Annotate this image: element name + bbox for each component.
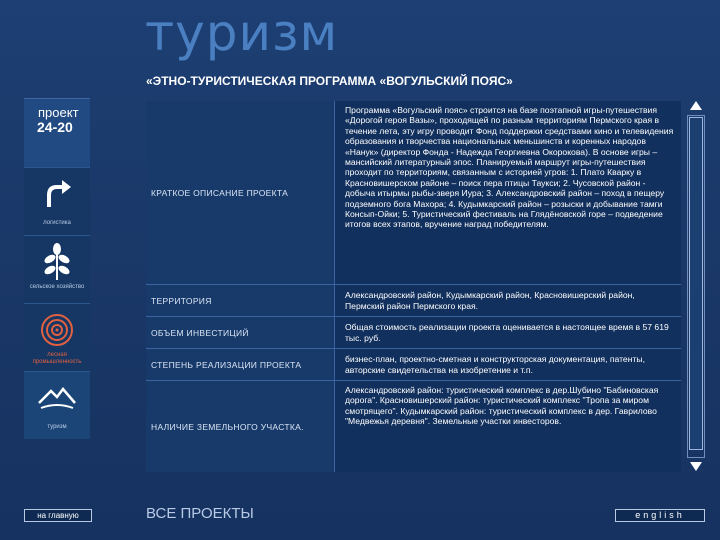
scroll-thumb[interactable] [689, 117, 703, 450]
row-value: Общая стоимость реализации проекта оценивается в настоящее время в 57 619 тыс. руб. [334, 317, 681, 348]
sidebar-item-agriculture[interactable] [24, 235, 90, 303]
plant-icon [24, 240, 90, 284]
row-label: НАЛИЧИЕ ЗЕМЕЛЬНОГО УЧАСТКА. [151, 421, 304, 432]
table-row [146, 284, 681, 316]
english-button[interactable]: english [615, 509, 705, 522]
sidebar-item-label: сельское хозяйство [29, 284, 85, 290]
sidebar-item-label: лесная промышленность [32, 352, 82, 365]
sidebar [24, 98, 90, 430]
page-title: туризм [145, 4, 339, 62]
project-label: проект [38, 105, 79, 120]
sidebar-item-logistics[interactable] [24, 167, 90, 235]
row-value: Александровский район, Кудымкарский район, Красновишерский район, Пермский район Пермского края. [334, 285, 681, 316]
mountains-icon [24, 376, 90, 420]
row-value: Программа «Вогульский пояс» строится на базе поэтапной игры-путешествия «Дорогой героя Вазы», проходящей по разным территориям Пермского края в течение лета, эту игру проводит Фонд поддержки средствами кино и телевидения образования и творчества национальных меньшинств и коренных народов «Нанук» (директор Фонда - Надежда Георгиевна Окорокова). В основе игры – мансийский литературный эпос. Планируемый маршрут игры-путешествия проходит по территориям, связанным с историей угров: 1. Плато Кварку в Красновишерском районе – поиск пера птицы Таукси; 2. Чусовской район - добыча итырмы рыбы-зверя Иура; 3. Александровский район – поход в пещеру подземного бога Махора; 4. Кудымкарский район – розыски и добывание тамги Консып-Ойки; 5. Туристический фестиваль на Глядёновской горе – подведение итогов всех этапов, вручение наград победителям. [334, 101, 681, 284]
project-number: 24-20 [37, 119, 73, 135]
sidebar-item-label: туризм [47, 424, 67, 430]
row-label: ОБЪЕМ ИНВЕСТИЦИЙ [151, 327, 249, 338]
row-label: ТЕРРИТОРИЯ [151, 295, 212, 306]
row-label: СТЕПЕНЬ РЕАЛИЗАЦИИ ПРОЕКТА [151, 359, 302, 370]
table-row [146, 316, 681, 348]
scroll-up-icon[interactable] [690, 101, 702, 110]
table-row [146, 348, 681, 380]
sidebar-item-label: логистика [43, 220, 71, 226]
arrow-turn-icon [24, 172, 90, 216]
project-table [146, 101, 681, 472]
scroll-track[interactable] [687, 115, 705, 458]
program-title: «ЭТНО-ТУРИСТИЧЕСКАЯ ПРОГРАММА «ВОГУЛЬСКИЙ ПОЯС» [146, 74, 513, 88]
row-value: Александровский район: туристический комплекс в дер.Шубино "Бабиновская дорога". Красновишерский район: туристический комплекс "Тропа за миром смотрящего". Кудымкарский район: туристический комплекс в дер. Гаврилово "Медвежья деревня". Земельные участки инвесторов. [334, 381, 681, 472]
home-button[interactable]: на главную [24, 509, 92, 522]
sidebar-item-forestry[interactable] [24, 303, 90, 371]
row-label: КРАТКОЕ ОПИСАНИЕ ПРОЕКТА [151, 187, 289, 198]
sidebar-item-tourism[interactable] [24, 371, 90, 439]
table-row [146, 380, 681, 472]
scroll-down-icon[interactable] [690, 462, 702, 471]
table-row [146, 101, 681, 284]
scrollbar[interactable] [686, 101, 706, 472]
row-value: бизнес-план, проектно-сметная и конструкторская документация, патенты, авторские свидетельства на изобретение и т.п. [334, 349, 681, 380]
all-projects-link[interactable]: ВСЕ ПРОЕКТЫ [146, 505, 254, 522]
tree-rings-icon [24, 308, 90, 352]
